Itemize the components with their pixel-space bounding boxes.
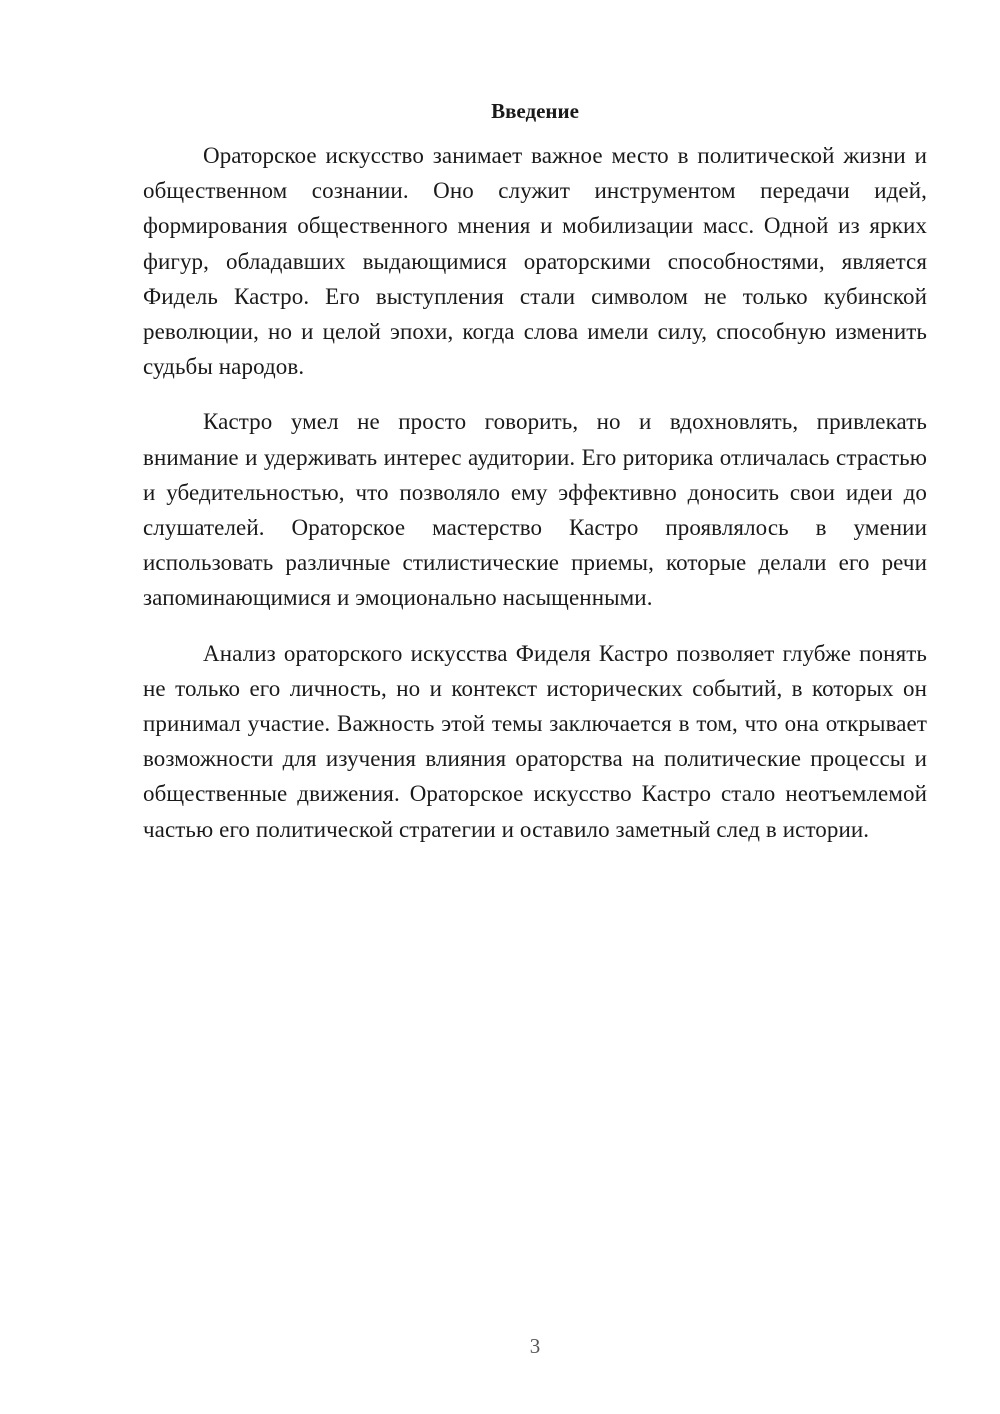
page-content [143,96,927,867]
paragraph-1: Ораторское искусство занимает важное место в политической жизни и общественном сознании. Оно служит инструментом передачи идей, формирования общественного мнения и мобилизации масс. Одной из ярких фигур, обладавших выдающимися ораторскими способностями, является Фидель Кастро. Его выступления стали символом не только кубинской революции, но и целой эпохи, когда слова имели силу, способную изменить судьбы народов. [143,143,927,380]
paragraph-3: Анализ ораторского искусства Фиделя Кастро позволяет глубже понять не только его личность, но и контекст исторических событий, в которых он принимал участие. Важность этой темы заключается в том, что она открывает возможности для изучения влияния ораторства на политические процессы и общественные движения. Ораторское искусство Кастро стало неотъемлемой частью его политической стратегии и оставило заметный след в истории. [143,640,927,842]
page-number: 3 [529,1334,541,1358]
section-title: Введение [491,99,579,123]
paragraph-2: Кастро умел не просто говорить, но и вдохновлять, привлекать внимание и удерживать интерес аудитории. Его риторика отличалась страстью и убедительностью, что позволяло ему эффективно доносить свои идеи до слушателей. Ораторское мастерство Кастро проявлялось в умении использовать различные стилистические приемы, которые делали его речи запоминающимися и эмоционально насыщенными. [143,409,927,611]
